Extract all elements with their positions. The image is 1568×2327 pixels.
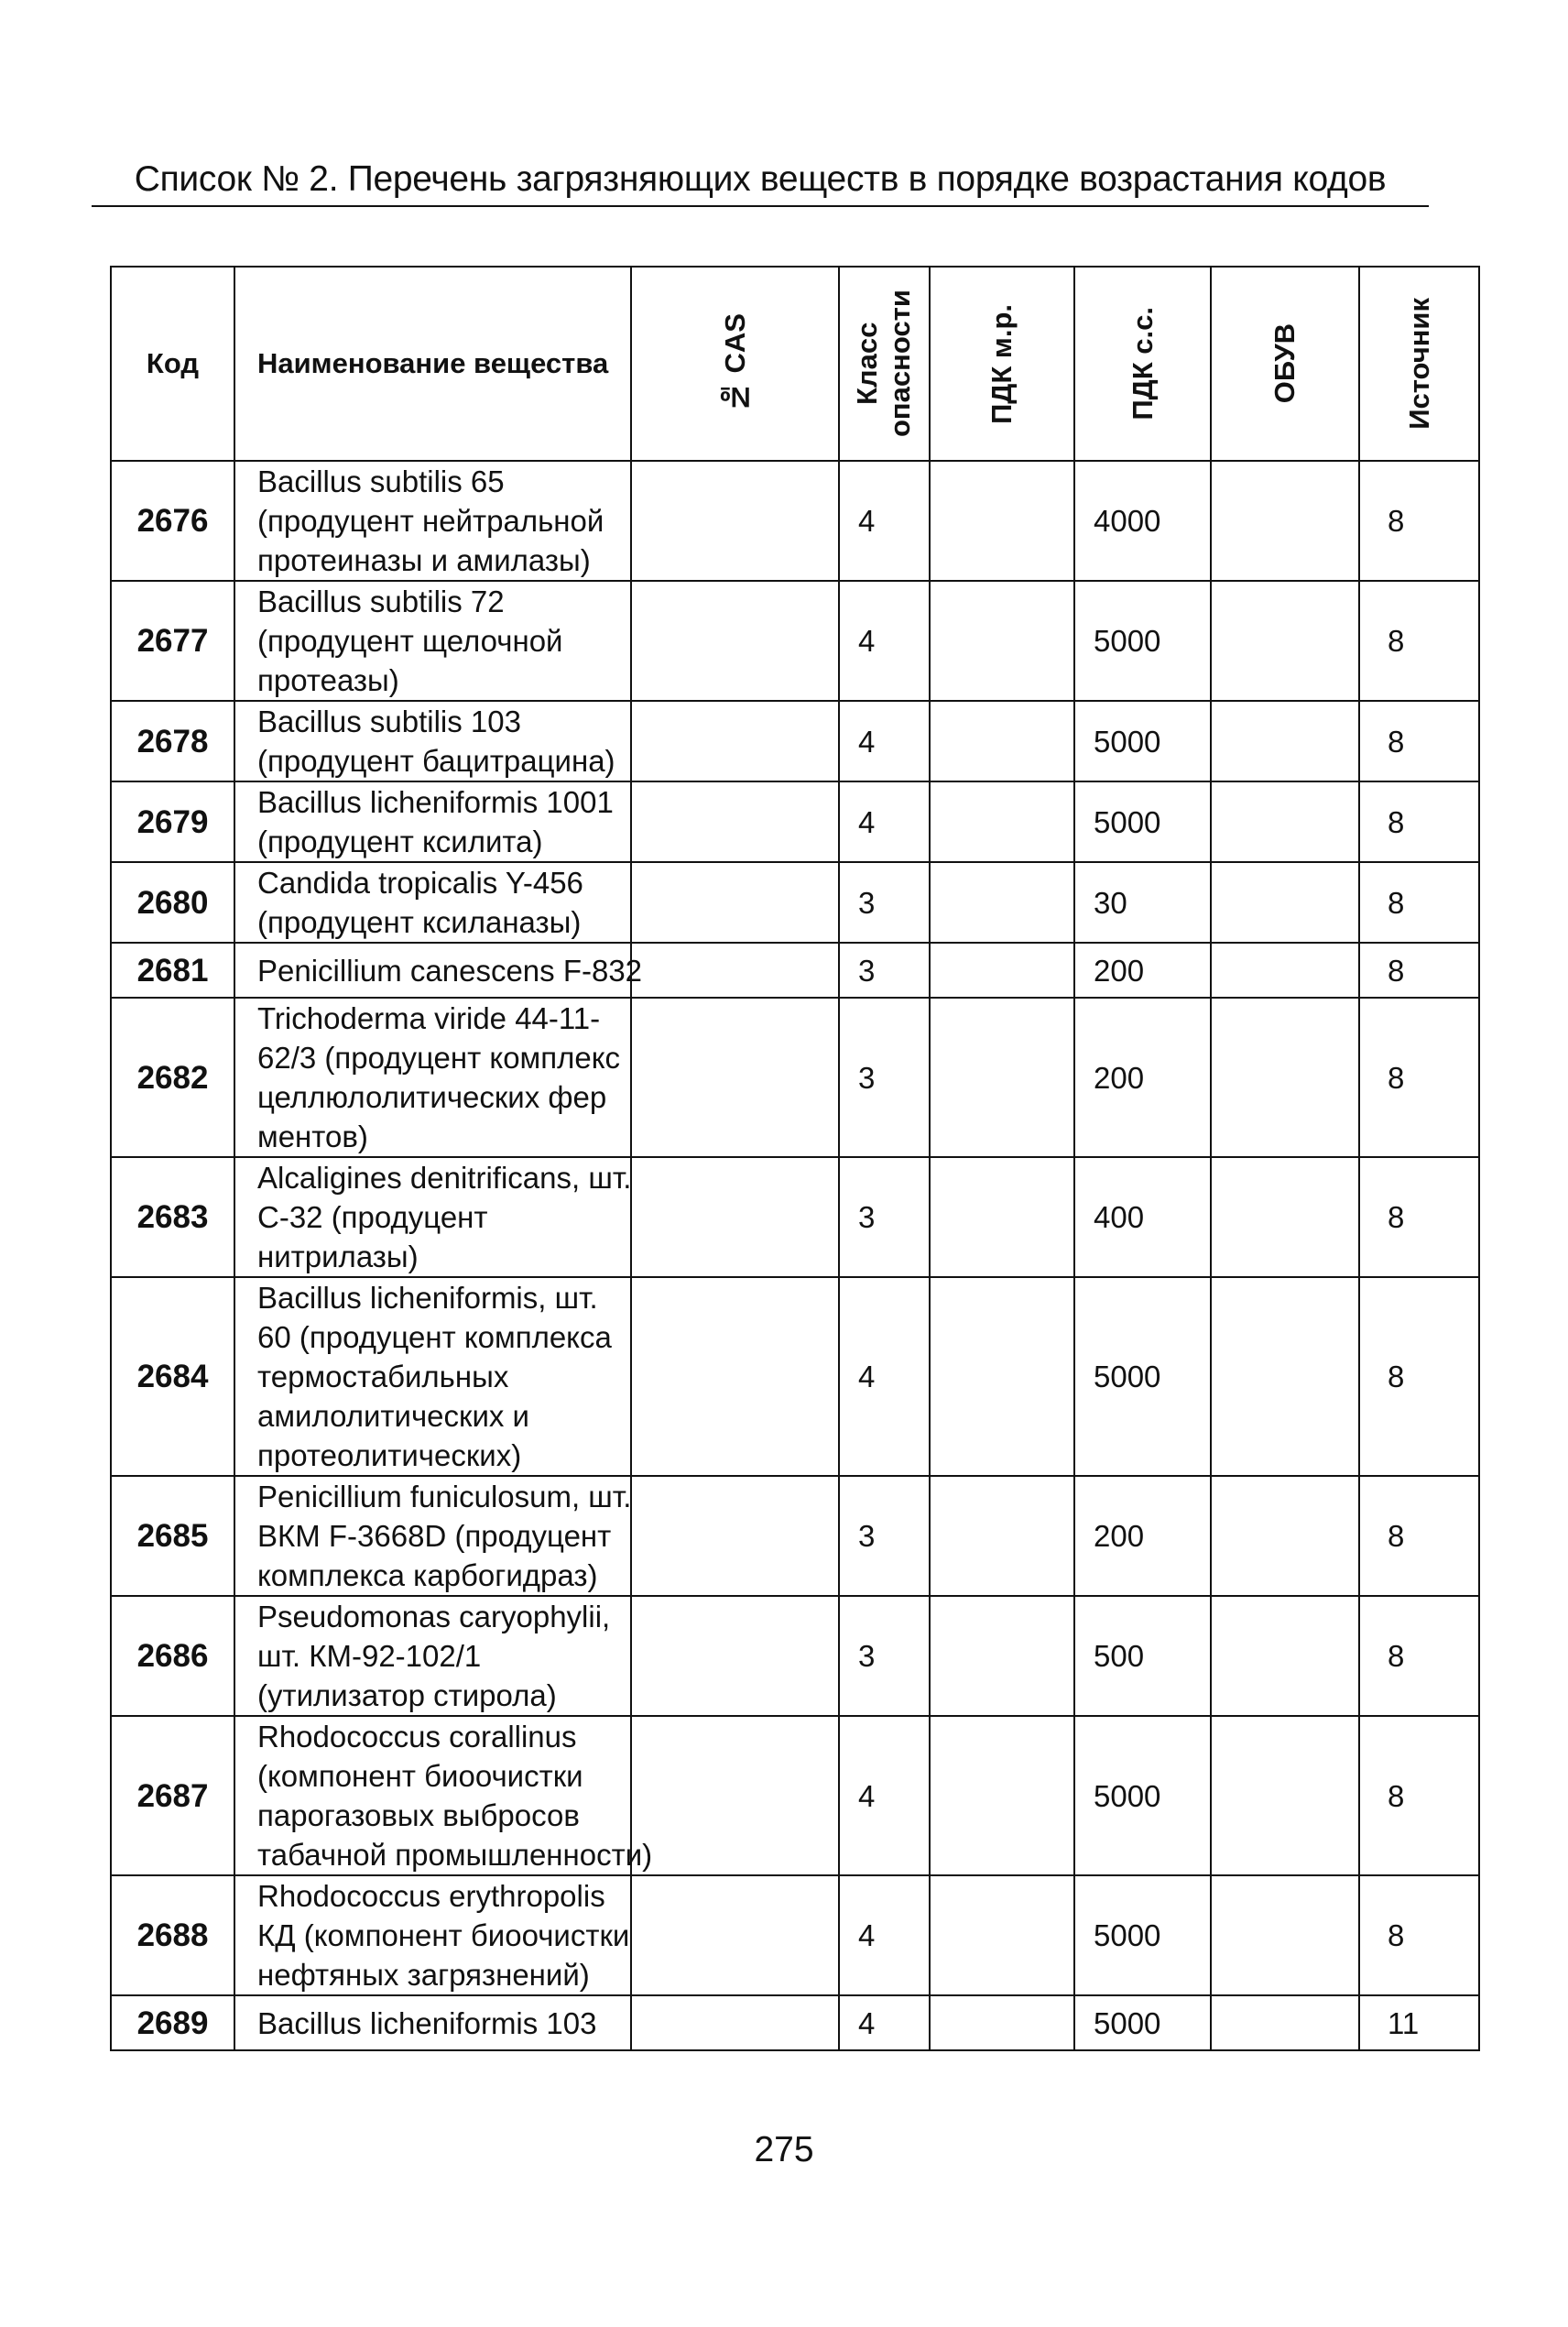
cell-code: 2686 (111, 1596, 234, 1716)
cell-pdk-mr (930, 1476, 1074, 1596)
cell-code: 2676 (111, 461, 234, 581)
cell-pdk-ss: 5000 (1074, 1875, 1211, 1995)
column-header-cas-label: № CAS (718, 313, 751, 414)
cell-pdk-ss: 30 (1074, 862, 1211, 943)
cell-code: 2687 (111, 1716, 234, 1875)
cell-name (234, 1716, 653, 1875)
cell-pdk-mr (930, 1596, 1074, 1716)
cell-name-line: парогазовых выбросов (257, 1798, 580, 1832)
column-header-obuv (1211, 267, 1359, 461)
cell-name-line: протеиназы и амилазы) (257, 543, 591, 577)
cell-hazard-class: 3 (839, 998, 930, 1157)
cell-source: 8 (1359, 1716, 1479, 1875)
cell-obuv (1211, 1476, 1359, 1596)
cell-code: 2682 (111, 998, 234, 1157)
cell-name-line: (продуцент ксилита) (257, 825, 543, 858)
cell-pdk-ss: 5000 (1074, 1716, 1211, 1875)
table-row (111, 1157, 1479, 1277)
substances-table (110, 266, 1480, 2051)
cell-pdk-mr (930, 998, 1074, 1157)
cell-hazard-class: 4 (839, 581, 930, 701)
cell-obuv (1211, 461, 1359, 581)
cell-pdk-mr (930, 943, 1074, 998)
cell-name-line: Trichoderma viride 44-11- (257, 1001, 601, 1035)
cell-name (234, 998, 631, 1157)
table-row (111, 1875, 1479, 1995)
cell-pdk-mr (930, 1277, 1074, 1476)
column-header-source (1359, 267, 1479, 461)
table-row (111, 1277, 1479, 1476)
cell-pdk-ss: 5000 (1074, 581, 1211, 701)
cell-pdk-ss: 200 (1074, 943, 1211, 998)
cell-hazard-class: 3 (839, 862, 930, 943)
cell-code: 2677 (111, 581, 234, 701)
cell-name-line: Rhodococcus erythropolis (257, 1879, 605, 1913)
cell-cas (631, 998, 839, 1157)
cell-pdk-mr (930, 862, 1074, 943)
cell-pdk-mr (930, 1716, 1074, 1875)
cell-hazard-class: 4 (839, 701, 930, 781)
cell-obuv (1211, 781, 1359, 862)
cell-name-line: Bacillus subtilis 65 (257, 464, 505, 498)
cell-name (234, 781, 631, 862)
cell-name-line: Bacillus subtilis 103 (257, 705, 521, 738)
cell-obuv (1211, 1995, 1359, 2050)
cell-cas (631, 943, 839, 998)
cell-pdk-ss: 200 (1074, 998, 1211, 1157)
cell-cas (631, 781, 839, 862)
column-header-obuv-label: ОБУВ (1269, 323, 1301, 404)
cell-name-line: нитрилазы) (257, 1240, 419, 1273)
column-header-name: Наименование вещества (234, 267, 631, 461)
cell-name-line: табачной промышленности) (257, 1838, 653, 1872)
cell-source: 8 (1359, 998, 1479, 1157)
column-header-hazard-class-label: Класс опасности (850, 290, 916, 438)
table-row (111, 581, 1479, 701)
cell-name-line: ментов) (257, 1120, 368, 1153)
cell-cas (631, 1277, 839, 1476)
column-header-pdk-mr (930, 267, 1074, 461)
table-row (111, 1995, 1479, 2050)
cell-name (234, 1875, 631, 1995)
cell-name-line: комплекса карбогидраз) (257, 1558, 598, 1592)
cell-code: 2689 (111, 1995, 234, 2050)
cell-code: 2680 (111, 862, 234, 943)
cell-name-line: протеолитических) (257, 1438, 522, 1472)
cell-hazard-class: 4 (839, 461, 930, 581)
cell-cas (631, 862, 839, 943)
cell-name-line: термостабильных (257, 1360, 509, 1393)
table-row (111, 943, 1479, 998)
cell-pdk-ss: 4000 (1074, 461, 1211, 581)
cell-name-line: Bacillus licheniformis, шт. (257, 1281, 598, 1315)
cell-name-line: Bacillus subtilis 72 (257, 584, 505, 618)
cell-pdk-ss: 5000 (1074, 1277, 1211, 1476)
table-row (111, 998, 1479, 1157)
cell-name-line: Bacillus licheniformis 1001 (257, 785, 614, 819)
cell-hazard-class: 3 (839, 943, 930, 998)
cell-obuv (1211, 862, 1359, 943)
column-header-pdk-ss (1074, 267, 1211, 461)
cell-name (234, 943, 643, 998)
cell-name-line: С-32 (продуцент (257, 1200, 488, 1234)
cell-name (234, 461, 631, 581)
cell-name-line: Rhodococcus corallinus (257, 1720, 577, 1753)
column-header-pdk-mr-label: ПДК м.р. (985, 303, 1018, 424)
cell-name-line: Alcaligines denitrificans, шт. (257, 1161, 632, 1195)
column-header-code: Код (111, 267, 234, 461)
cell-name-line: амилолитических и (257, 1399, 529, 1433)
substances-table-container (110, 266, 1478, 2051)
cell-code: 2685 (111, 1476, 234, 1596)
cell-cas (631, 701, 839, 781)
cell-pdk-ss: 5000 (1074, 1995, 1211, 2050)
cell-name-line: протеазы) (257, 663, 399, 697)
cell-name-line: (утилизатор стирола) (257, 1678, 557, 1712)
cell-obuv (1211, 1596, 1359, 1716)
cell-code: 2688 (111, 1875, 234, 1995)
cell-obuv (1211, 701, 1359, 781)
cell-code: 2683 (111, 1157, 234, 1277)
cell-code: 2678 (111, 701, 234, 781)
table-row (111, 862, 1479, 943)
cell-cas (631, 1875, 839, 1995)
cell-name-line: Bacillus licheniformis 103 (257, 2005, 597, 2040)
cell-name (234, 581, 631, 701)
cell-cas (631, 1995, 839, 2050)
cell-name (234, 1277, 631, 1476)
cell-pdk-mr (930, 581, 1074, 701)
cell-source: 8 (1359, 1596, 1479, 1716)
cell-hazard-class: 4 (839, 1875, 930, 1995)
cell-obuv (1211, 1716, 1359, 1875)
cell-pdk-ss: 200 (1074, 1476, 1211, 1596)
cell-obuv (1211, 1157, 1359, 1277)
cell-hazard-class: 4 (839, 1995, 930, 2050)
table-row (111, 1476, 1479, 1596)
cell-name-line: (продуцент бацитрацина) (257, 744, 615, 778)
column-header-pdk-ss-label: ПДК с.с. (1126, 307, 1159, 421)
table-row (111, 1716, 1479, 1875)
table-header-row (111, 267, 1479, 461)
cell-source: 8 (1359, 701, 1479, 781)
cell-cas (631, 461, 839, 581)
cell-source: 8 (1359, 943, 1479, 998)
cell-name-line: (продуцент ксиланазы) (257, 905, 582, 939)
cell-pdk-mr (930, 781, 1074, 862)
cell-name-line: Candida tropicalis Y-456 (257, 866, 583, 900)
cell-name-line: (компонент биоочистки (257, 1759, 583, 1793)
cell-obuv (1211, 1277, 1359, 1476)
cell-pdk-ss: 5000 (1074, 701, 1211, 781)
cell-pdk-mr (930, 701, 1074, 781)
cell-pdk-mr (930, 1995, 1074, 2050)
cell-source: 8 (1359, 461, 1479, 581)
cell-hazard-class: 4 (839, 1716, 930, 1875)
cell-name-line: (продуцент нейтральной (257, 504, 604, 538)
cell-pdk-ss: 400 (1074, 1157, 1211, 1277)
cell-cas (631, 581, 839, 701)
table-body (111, 461, 1479, 2050)
table-row (111, 701, 1479, 781)
cell-pdk-ss: 5000 (1074, 781, 1211, 862)
cell-code: 2681 (111, 943, 234, 998)
cell-name-line: Penicillium funiculosum, шт. (257, 1480, 632, 1513)
cell-pdk-mr (930, 1157, 1074, 1277)
cell-hazard-class: 3 (839, 1157, 930, 1277)
cell-hazard-class: 3 (839, 1596, 930, 1716)
page-header: Список № 2. Перечень загрязняющих веществ в порядке возрастания кодов (92, 154, 1429, 207)
cell-name-line: шт. КМ-92-102/1 (257, 1639, 482, 1673)
cell-source: 8 (1359, 862, 1479, 943)
cell-obuv (1211, 1875, 1359, 1995)
cell-pdk-mr (930, 1875, 1074, 1995)
cell-source: 8 (1359, 1476, 1479, 1596)
cell-obuv (1211, 581, 1359, 701)
table-row (111, 781, 1479, 862)
cell-name (234, 1157, 631, 1277)
table-row (111, 1596, 1479, 1716)
table-row (111, 461, 1479, 581)
cell-name (234, 701, 631, 781)
cell-code: 2684 (111, 1277, 234, 1476)
cell-name-line: (продуцент щелочной (257, 624, 563, 658)
column-header-hazard-class (839, 267, 930, 461)
cell-name-line: Penicillium canescens F-832 (257, 953, 643, 988)
cell-pdk-mr (930, 461, 1074, 581)
cell-source: 8 (1359, 581, 1479, 701)
cell-cas (631, 1596, 839, 1716)
cell-name (234, 1596, 631, 1716)
cell-cas (631, 1157, 839, 1277)
cell-source: 8 (1359, 1157, 1479, 1277)
cell-pdk-ss: 500 (1074, 1596, 1211, 1716)
cell-hazard-class: 3 (839, 1476, 930, 1596)
cell-source: 8 (1359, 1277, 1479, 1476)
cell-name-line: нефтяных загрязнений) (257, 1958, 590, 1992)
cell-obuv (1211, 998, 1359, 1157)
page-number: 275 (754, 2130, 814, 2169)
cell-name-line: Pseudomonas caryophylii, (257, 1600, 611, 1633)
cell-cas (631, 1476, 839, 1596)
cell-name (234, 1995, 631, 2050)
cell-hazard-class: 4 (839, 781, 930, 862)
cell-name-line: КД (компонент биоочистки (257, 1918, 630, 1952)
cell-name (234, 862, 631, 943)
column-header-cas (631, 267, 839, 461)
cell-hazard-class: 4 (839, 1277, 930, 1476)
cell-source: 8 (1359, 781, 1479, 862)
cell-source: 8 (1359, 1875, 1479, 1995)
cell-name-line: 60 (продуцент комплекса (257, 1320, 612, 1354)
cell-obuv (1211, 943, 1359, 998)
column-header-source-label: Источник (1402, 298, 1435, 430)
cell-name-line: целлюлолитических фер (257, 1080, 607, 1114)
cell-cas (631, 1716, 839, 1875)
cell-name (234, 1476, 631, 1596)
cell-code: 2679 (111, 781, 234, 862)
cell-name-line: ВКМ F-3668D (продуцент (257, 1519, 612, 1553)
cell-source: 11 (1359, 1995, 1479, 2050)
cell-name-line: 62/3 (продуцент комплекс (257, 1041, 621, 1075)
